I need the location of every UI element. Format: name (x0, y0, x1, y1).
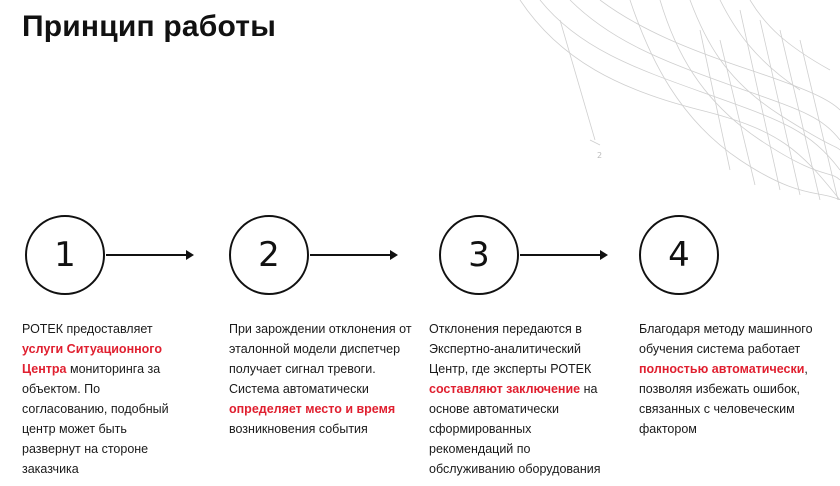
step-4-highlight: полностью автоматически (639, 362, 805, 376)
step-1-text-a: РОТЕК предоставляет (22, 322, 153, 336)
step-1-circle: 1 (25, 215, 105, 295)
step-3-description (429, 319, 619, 479)
step-4-text-a: Благодаря методу машинного обучения система работает (639, 322, 813, 356)
step-1-text-b: мониторинга за объектом. По согласованию, подобный центр может быть развернут на стороне заказчика (22, 362, 169, 476)
step-2-text-b: возникновения события (229, 422, 368, 436)
step-2-text-a: При зарождении отклонения от эталонной модели диспетчер получает сигнал тревоги. Система автоматически (229, 322, 412, 396)
step-4-description (639, 319, 829, 439)
step-1-description (22, 319, 187, 479)
step-3-highlight: составляют заключение (429, 382, 581, 396)
step-3-arrow-icon (520, 254, 606, 256)
step-3-circle: 3 (439, 215, 519, 295)
page-title: Принцип работы (22, 10, 277, 43)
step-3-text-b: на основе автоматически сформированных рекомендаций по обслуживанию оборудования (429, 382, 601, 476)
step-2-circle: 2 (229, 215, 309, 295)
step-2-highlight: определяет место и время (229, 402, 396, 416)
step-2-description (229, 319, 419, 439)
step-4-text-b: , позволяя избежать ошибок, связанных с человеческим фактором (639, 362, 808, 436)
step-4-circle: 4 (639, 215, 719, 295)
decoration-label: 2 (597, 151, 603, 160)
step-2-arrow-icon (310, 254, 396, 256)
step-3-text-a: Отклонения передаются в Экспертно-аналитический Центр, где эксперты РОТЕК (429, 322, 592, 376)
step-1-highlight: услуги Ситуационного Центра (22, 342, 162, 376)
step-1-arrow-icon (106, 254, 192, 256)
